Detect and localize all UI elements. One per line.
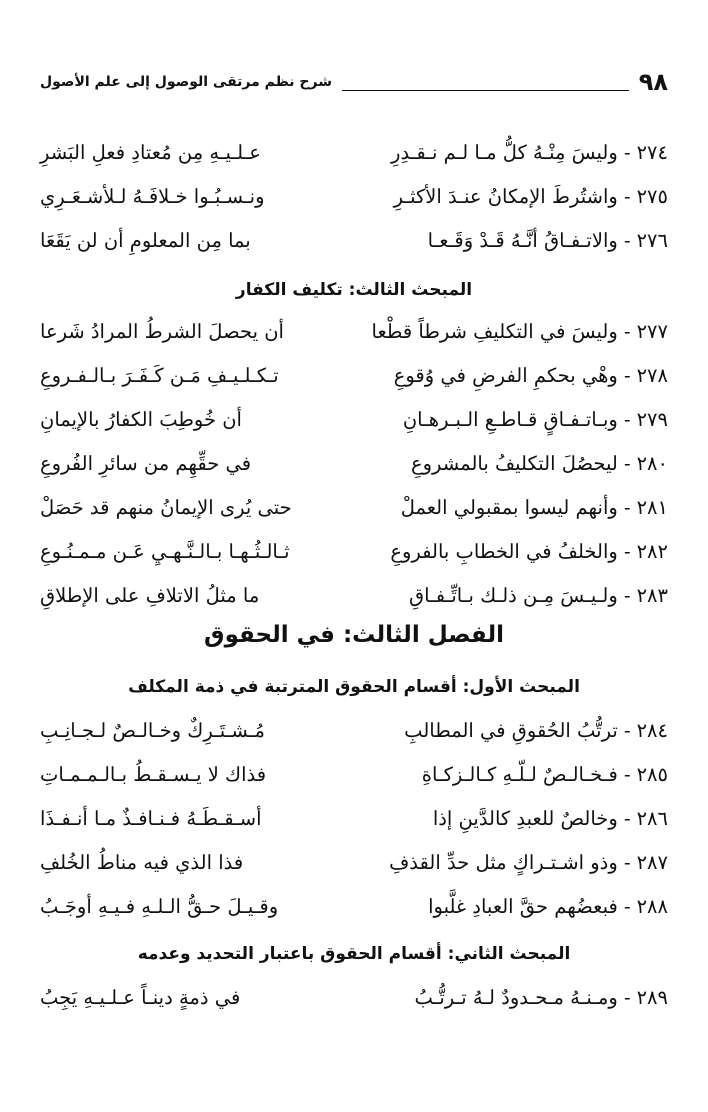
second-hemistich: أسـقـطَـهُ فـنـافـذٌ مـا أنـفـذَا (40, 806, 262, 830)
second-hemistich: في ذمةٍ دينـاً عـلـيـهِ يَجِبُ (40, 985, 241, 1009)
second-hemistich: ونـسـبُـوا خـلافَـهُ لـلأشـعَـرِي (40, 184, 265, 208)
first-hemistich: - ليحصُلَ التكليفُ بالمشروعِ (410, 451, 631, 475)
second-hemistich: وقـيـلَ حـقُّ الـلـهِ فـيـهِ أوجَـبُ (40, 894, 279, 918)
verse-number: ٢٨١ (636, 495, 668, 519)
page-number: ٩٨ (638, 68, 668, 96)
verse-number: ٢٧٨ (636, 363, 668, 387)
first-hemistich: - وهْي بحكمِ الفرضِ في وُقوعِ (393, 363, 631, 387)
verse-number: ٢٧٦ (636, 228, 668, 252)
first-hemistich: - وخالصٌ للعبدِ كالدَّينِ إذا (432, 806, 631, 830)
verse-line (40, 130, 668, 174)
verse-line (40, 975, 668, 1019)
first-hemistich: - واشتُرطَ الإمكانُ عنـدَ الأكثـرِ (393, 184, 631, 208)
verse-line (40, 529, 668, 573)
second-hemistich: مُـشـتَـرِكٌ وخـالـصٌ لـجـانِـبِ (40, 718, 265, 742)
second-hemistich: فذا الذي فيه مناطُ الخُلفِ (40, 850, 244, 874)
running-title: شرح نظم مرتقى الوصول إلى علم الأصول (40, 74, 332, 90)
verse-line (40, 573, 668, 617)
verse-number: ٢٨٢ (636, 539, 668, 563)
chapter-heading: الفصل الثالث: في الحقوق (204, 622, 504, 648)
verse-number: ٢٨٤ (636, 718, 668, 742)
second-hemistich: عـلـيـهِ مِن مُعتادِ فعلِ البَشرِ (40, 140, 261, 164)
header-rule (342, 90, 629, 91)
verse-number: ٢٨٠ (636, 451, 668, 475)
verse-number: ٢٧٥ (636, 184, 668, 208)
first-hemistich: - وبـاتـفـاقٍ قـاطـعِ الـبـرهـانِ (402, 407, 631, 431)
second-hemistich: أن خُوطِبَ الكفارُ بالإيمانِ (40, 407, 242, 431)
verse-line (40, 752, 668, 796)
second-hemistich: ما مثلُ الاتلافِ على الإطلاقِ (40, 583, 260, 607)
second-hemistich: بما مِن المعلومِ أن لن يَقَعَا (40, 228, 251, 252)
verse-number: ٢٧٤ (636, 140, 668, 164)
verse-line (40, 174, 668, 218)
first-hemistich: - وذو اشـتـراكٍ مثل حدِّ القذفِ (389, 850, 631, 874)
first-hemistich: - ومـنـهُ مـحـدودٌ لـهُ تـرتُّـبُ (414, 985, 631, 1009)
first-hemistich: - فبعضُهم حقَّ العبادِ غلَّبوا (428, 894, 631, 918)
first-hemistich: - ولـيـسَ مِـن ذلـك بـاتِّـفـاقِ (409, 583, 631, 607)
first-hemistich: - ترتُّبُ الحُقوقِ في المطالبِ (404, 718, 631, 742)
verse-line (40, 796, 668, 840)
verse-line (40, 353, 668, 397)
section-heading: المبحث الثاني: أقسام الحقوق باعتبار التحديد وعدمه (137, 944, 571, 964)
page-header (40, 62, 668, 102)
verse-number: ٢٧٩ (636, 407, 668, 431)
first-hemistich: - وأنهم ليسوا بمقبولي العملْ (400, 495, 631, 519)
second-hemistich: فذاك لا يـسـقـطُ بـالـمـمـاتِ (40, 762, 267, 786)
verse-number: ٢٧٧ (636, 319, 668, 343)
verse-line (40, 309, 668, 353)
verse-number: ٢٨٦ (636, 806, 668, 830)
verse-number: ٢٨٣ (636, 583, 668, 607)
verse-line (40, 397, 668, 441)
verse-line (40, 884, 668, 928)
verse-line (40, 441, 668, 485)
first-hemistich: - والخلفُ في الخطابِ بالفروعِ (390, 539, 631, 563)
verse-line (40, 840, 668, 884)
verse-number: ٢٨٥ (636, 762, 668, 786)
second-hemistich: ثـالـثُـهـا بـالـنَّـهـيِ عَـن مـمـنُـوعِ (40, 539, 290, 563)
section-heading: المبحث الثالث: تكليف الكفار (235, 280, 473, 300)
verse-line (40, 708, 668, 752)
verse-number: ٢٨٨ (636, 894, 668, 918)
verse-line (40, 218, 668, 262)
verse-number: ٢٨٩ (636, 985, 668, 1009)
second-hemistich: في حقِّهِم من سائرِ الفُروعِ (40, 451, 252, 475)
first-hemistich: - وليسَ في التكليفِ شرطاً قطْعا (371, 319, 631, 343)
first-hemistich: - فـخـالـصٌ لـلّـهِ كـالـزكـاةِ (421, 762, 631, 786)
first-hemistich: - والاتـفـاقُ أنَّـهُ قَـدْ وَقَـعـا (427, 228, 631, 252)
section-heading: المبحث الأول: أقسام الحقوق المترتبة في ذمة المكلف (128, 677, 580, 697)
second-hemistich: أن يحصلَ الشرطُ المرادُ شَرعا (40, 319, 284, 343)
second-hemistich: تـكـلـيـفِ مَـن كَـفَـرَ بـالـفـروعِ (40, 363, 279, 387)
second-hemistich: حتى يُرى الإيمانُ منهم قد حَصَلْ (40, 495, 292, 519)
first-hemistich: - وليسَ مِنْـهُ كلُّ مـا لـم نـقـدِرِ (391, 140, 631, 164)
verse-line (40, 485, 668, 529)
verse-number: ٢٨٧ (636, 850, 668, 874)
